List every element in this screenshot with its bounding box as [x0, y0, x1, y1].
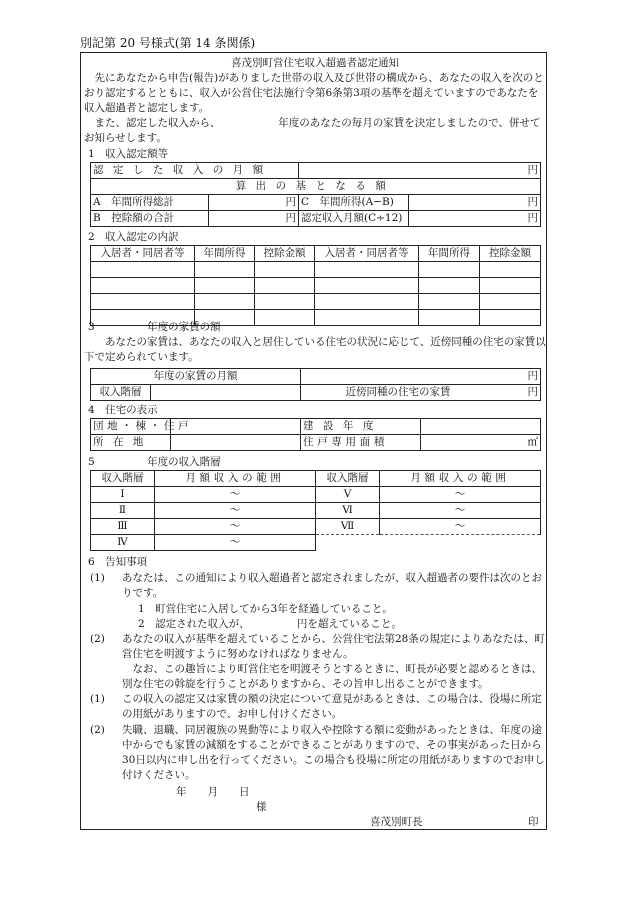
range-cell: 〜 [155, 487, 316, 503]
table-row [91, 278, 541, 294]
section-6-heading: 6 告知事項 [88, 556, 148, 568]
table-row [91, 503, 541, 519]
level-cell: Ⅰ [91, 487, 155, 503]
calculation-basis-label: 算出の基となる額 [91, 179, 541, 195]
income-level-table [90, 470, 541, 551]
certified-monthly-income-value: 円 [299, 163, 541, 179]
section-2-heading: 2 収入認定の内訳 [88, 231, 179, 243]
annual-income-value: 円 [409, 195, 541, 211]
income-level-value [151, 385, 301, 401]
intro-paragraph-1: 先にあなたから申告(報告)がありました世帯の収入及び世帯の構成から、あなたの収入を次のとおり認定するとともに、収入が公営住宅法施行令第6条第3項の基準を超えていますのであなたを収入超過者と認定します。 [84, 72, 544, 114]
item-1-number: (1) [90, 572, 105, 584]
item-3-text: この収入の認定又は家賃の額の決定について意見があるときは、この場合は、役場に所定の用紙がありますので、お申し付けください。 [122, 693, 542, 720]
construction-year-label: 建設年度 [301, 419, 421, 435]
level-cell: Ⅲ [91, 519, 155, 535]
header-income-level: 収入階層 [91, 471, 155, 487]
monthly-rent-value: 円 [301, 369, 541, 385]
construction-year-value [421, 419, 541, 435]
item-1-text: あなたは、この通知により収入超過者と認定されましたが、収入超過者の要件は次のとおりです。 [122, 572, 542, 599]
item-4-text: 失職、退職、同居親族の異動等により収入や控除する額に変動があったときは、年度の途中からでも家賃の減額をすることができることがありますので、その事実があった日から30日以内に申し出を行ってください。この場合も役場に所定の用紙がありますのでお申し付けください。 [122, 724, 545, 781]
date-line: 年 月 日 [176, 786, 250, 798]
item-1-sub-2: 2 認定された収入が、 円を超えていること。 [138, 618, 402, 630]
item-1-sub-1: 1 町営住宅に入居してから3年を経過していること。 [138, 603, 393, 615]
header-deduction-2: 控除金額 [480, 246, 541, 262]
recipient-suffix: 様 [256, 801, 267, 813]
section-4-heading: 4 住宅の表示 [88, 404, 158, 416]
income-breakdown-table [90, 245, 541, 326]
range-cell: 〜 [155, 519, 316, 535]
intro-paragraph-2: また、認定した収入から、 年度のあなたの毎月の家賃を決定しましたので、併せてお知らせします。 [84, 117, 541, 144]
income-certification-table [90, 162, 541, 227]
income-level-label: 収入階層 [91, 385, 151, 401]
range-cell: 〜 [380, 519, 541, 535]
header-deduction: 控除金額 [255, 246, 315, 262]
floor-area-label: 住戸専用面積 [301, 435, 421, 451]
empty-cell [316, 535, 380, 551]
level-cell: Ⅵ [316, 503, 380, 519]
housing-table [90, 418, 541, 451]
section-5-heading: 5 年度の収入階層 [88, 456, 221, 468]
table-row [91, 294, 541, 310]
seal-mark: 印 [528, 816, 539, 828]
monthly-rent-label: 年度の家賃の月額 [91, 369, 301, 385]
table-row [91, 262, 541, 278]
item-2-number: (2) [90, 633, 105, 645]
complex-building-unit-label: 団地・棟・住戸 [91, 419, 171, 435]
location-label: 所在地 [91, 435, 171, 451]
range-cell: 〜 [155, 535, 316, 551]
table-row [91, 487, 541, 503]
header-annual-income: 年間所得 [195, 246, 255, 262]
section-3-heading: 3 年度の家賃の額 [88, 321, 221, 333]
table-row [91, 519, 541, 535]
range-cell: 〜 [155, 503, 316, 519]
annual-income-total-value: 円 [209, 195, 299, 211]
level-cell: Ⅶ [316, 519, 380, 535]
range-cell: 〜 [380, 487, 541, 503]
item-2-note: なお、この趣旨により町営住宅を明渡そうとするときに、町長が必要と認めるときは、別な住宅の斡旋を行うことがありますから、その旨申し出ることができます。 [122, 663, 542, 690]
location-value [171, 435, 301, 451]
document-title: 喜茂別町営住宅収入超過者認定通知 [231, 57, 399, 69]
header-annual-income-2: 年間所得 [419, 246, 480, 262]
nearby-rent-yen: 円 [527, 386, 538, 398]
certified-monthly-value: 円 [409, 211, 541, 227]
item-4-number: (2) [90, 724, 105, 736]
header-resident-2: 入居者・同居者等 [315, 246, 419, 262]
item-3-number: (1) [90, 693, 105, 705]
form-number-label: 別記第 20 号様式(第 14 条関係) [80, 36, 256, 50]
rent-table [90, 368, 541, 401]
rent-explanation: あなたの家賃は、あなたの収入と居住している住宅の状況に応じて、近傍同種の住宅の家賃以下で定められています。 [84, 336, 546, 363]
header-resident: 入居者・同居者等 [91, 246, 195, 262]
header-income-level-2: 収入階層 [316, 471, 380, 487]
header-monthly-income-range-2: 月額収入の範囲 [380, 471, 541, 487]
level-cell: Ⅱ [91, 503, 155, 519]
level-cell: Ⅳ [91, 535, 155, 551]
certified-monthly-label: 認定収入月額(C÷12) [299, 211, 409, 227]
empty-cell [380, 535, 541, 551]
mayor-title: 喜茂別町長 [370, 816, 423, 828]
certified-monthly-income-label: 認定した収入の月額 [91, 163, 299, 179]
level-cell: Ⅴ [316, 487, 380, 503]
nearby-rent-cell [301, 385, 541, 401]
annual-income-label: C 年間所得(A−B) [299, 195, 409, 211]
deduction-total-value: 円 [209, 211, 299, 227]
annual-income-total-label: A 年間所得総計 [91, 195, 209, 211]
range-cell: 〜 [380, 503, 541, 519]
section-1-heading: 1 収入認定額等 [88, 148, 169, 160]
table-row [91, 535, 541, 551]
header-monthly-income-range: 月額収入の範囲 [155, 471, 316, 487]
nearby-rent-label: 近傍同種の住宅の家賃 [345, 386, 451, 398]
deduction-total-label: B 控除額の合計 [91, 211, 209, 227]
floor-area-unit: ㎡ [421, 435, 541, 451]
item-2-text: あなたの収入が基準を超えていることから、公営住宅法第28条の規定によりあなたは、町営住宅を明渡すように努めなければなりません。 [122, 633, 545, 660]
